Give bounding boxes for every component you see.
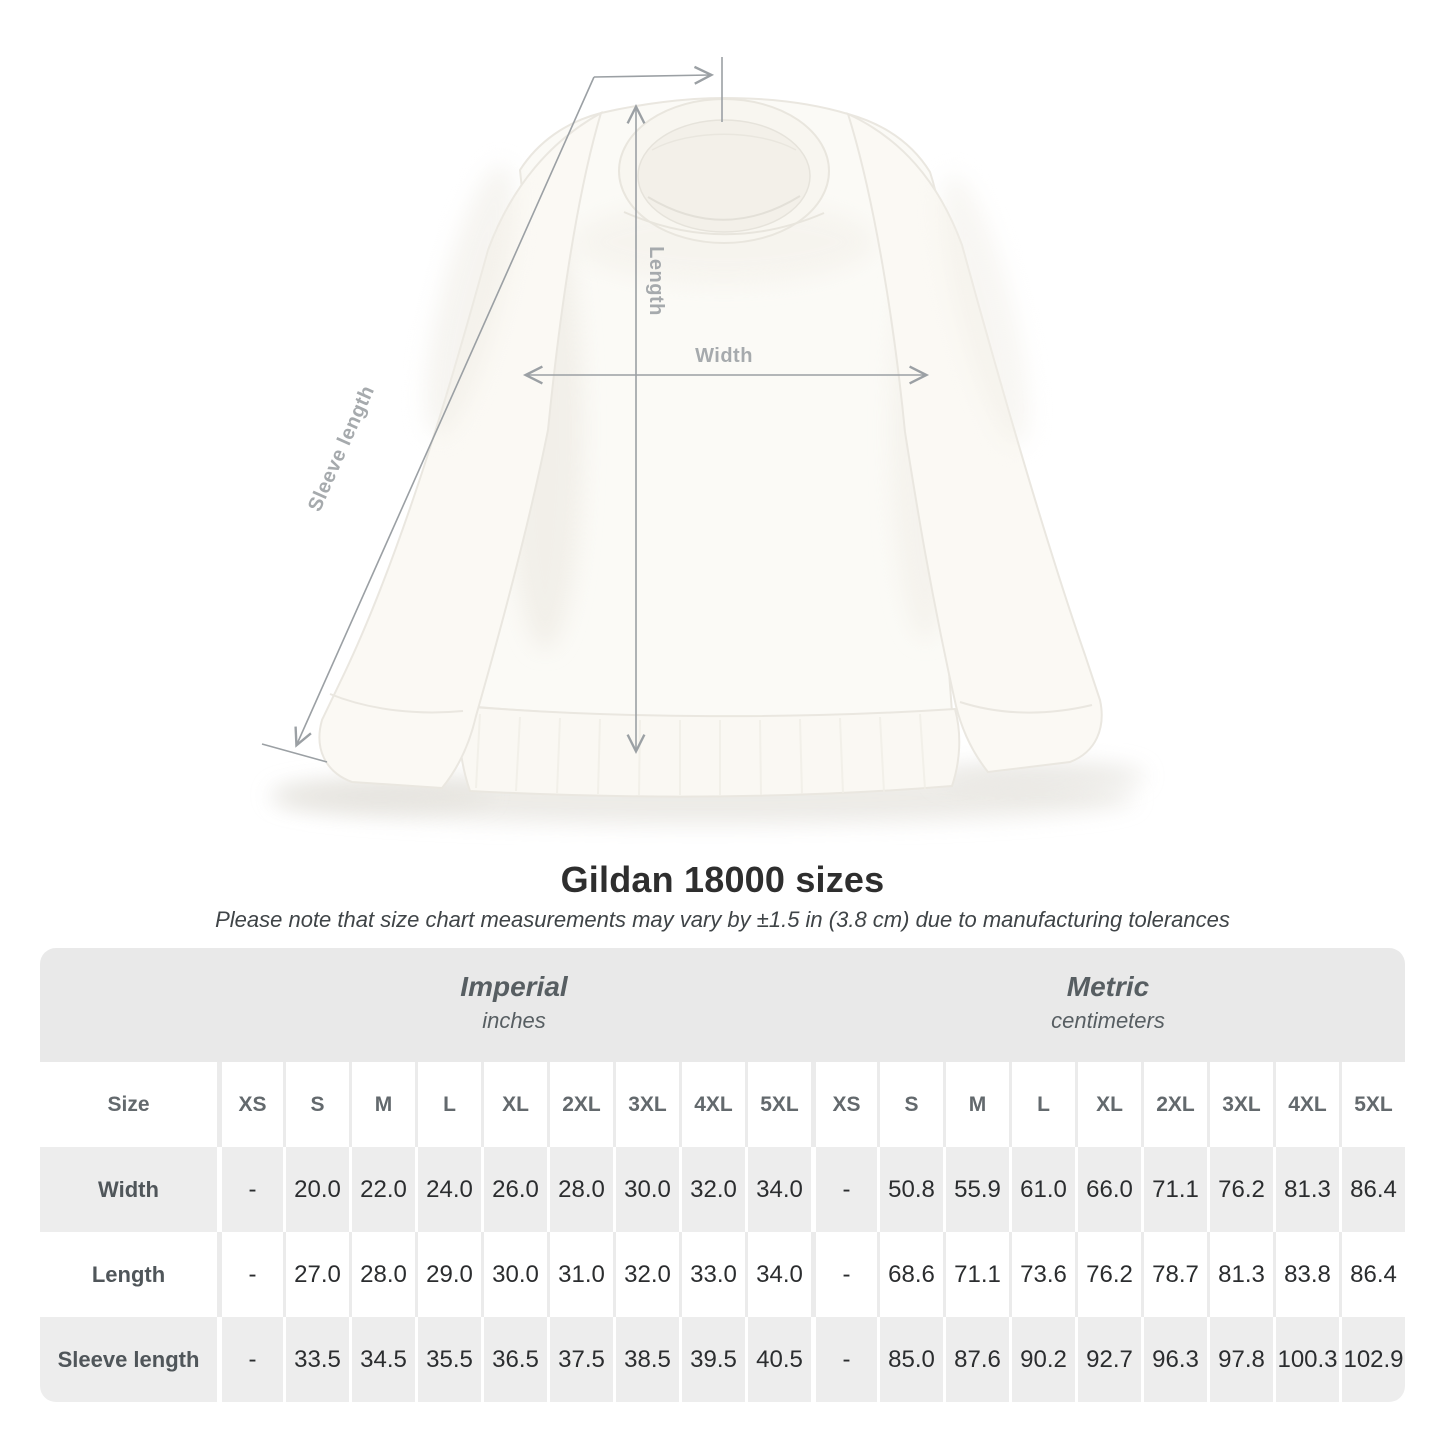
- imperial-value-cell: 30.0: [481, 1232, 547, 1317]
- size-col-header-metric: 4XL: [1273, 1062, 1339, 1147]
- size-col-header-metric: XL: [1075, 1062, 1141, 1147]
- metric-value-cell: 92.7: [1075, 1317, 1141, 1402]
- imperial-value-cell: 33.5: [283, 1317, 349, 1402]
- metric-value-cell: 96.3: [1141, 1317, 1207, 1402]
- imperial-value-cell: 31.0: [547, 1232, 613, 1317]
- metric-value-cell: 71.1: [943, 1232, 1009, 1317]
- metric-unit: centimeters: [1051, 1008, 1165, 1033]
- size-col-header-imperial: S: [283, 1062, 349, 1147]
- imperial-value-cell: 38.5: [613, 1317, 679, 1402]
- measurement-row-label: Sleeve length: [40, 1317, 217, 1402]
- imperial-value-cell: -: [217, 1232, 283, 1317]
- size-col-header-imperial: M: [349, 1062, 415, 1147]
- imperial-value-cell: 26.0: [481, 1147, 547, 1232]
- imperial-value-cell: 30.0: [613, 1147, 679, 1232]
- imperial-value-cell: 34.0: [745, 1232, 811, 1317]
- imperial-value-cell: 27.0: [283, 1232, 349, 1317]
- metric-value-cell: 83.8: [1273, 1232, 1339, 1317]
- size-col-header-metric: 3XL: [1207, 1062, 1273, 1147]
- neck-reference-line: [594, 75, 710, 77]
- metric-value-cell: -: [811, 1147, 877, 1232]
- imperial-value-cell: 34.5: [349, 1317, 415, 1402]
- size-col-header-imperial: XS: [217, 1062, 283, 1147]
- imperial-value-cell: 29.0: [415, 1232, 481, 1317]
- metric-header: [811, 948, 1405, 1062]
- imperial-value-cell: -: [217, 1147, 283, 1232]
- title-block: [0, 859, 1445, 935]
- size-col-header-imperial: XL: [481, 1062, 547, 1147]
- unit-system-header: [40, 948, 1405, 1062]
- metric-value-cell: 50.8: [877, 1147, 943, 1232]
- metric-value-cell: 87.6: [943, 1317, 1009, 1402]
- metric-value-cell: 85.0: [877, 1317, 943, 1402]
- imperial-value-cell: 24.0: [415, 1147, 481, 1232]
- size-col-header-imperial: 4XL: [679, 1062, 745, 1147]
- size-column-header: Size: [40, 1062, 217, 1147]
- imperial-value-cell: 37.5: [547, 1317, 613, 1402]
- sweatshirt-collar: [619, 99, 829, 243]
- metric-value-cell: -: [811, 1317, 877, 1402]
- metric-value-cell: 97.8: [1207, 1317, 1273, 1402]
- size-col-header-imperial: L: [415, 1062, 481, 1147]
- metric-value-cell: 90.2: [1009, 1317, 1075, 1402]
- imperial-header: [217, 948, 811, 1062]
- metric-value-cell: 55.9: [943, 1147, 1009, 1232]
- measurement-row-label: Width: [40, 1147, 217, 1232]
- size-col-header-metric: XS: [811, 1062, 877, 1147]
- measurement-row-label: Length: [40, 1232, 217, 1317]
- metric-value-cell: 76.2: [1075, 1232, 1141, 1317]
- size-grid: [40, 1062, 1405, 1402]
- metric-value-cell: 86.4: [1339, 1147, 1405, 1232]
- imperial-value-cell: -: [217, 1317, 283, 1402]
- metric-value-cell: -: [811, 1232, 877, 1317]
- metric-value-cell: 81.3: [1273, 1147, 1339, 1232]
- size-col-header-metric: 2XL: [1141, 1062, 1207, 1147]
- imperial-value-cell: 40.5: [745, 1317, 811, 1402]
- imperial-value-cell: 28.0: [547, 1147, 613, 1232]
- size-col-header-imperial: 2XL: [547, 1062, 613, 1147]
- unit-band-spacer: [40, 948, 217, 1062]
- sleeve-end-tick: [262, 744, 327, 762]
- imperial-value-cell: 34.0: [745, 1147, 811, 1232]
- metric-value-cell: 81.3: [1207, 1232, 1273, 1317]
- size-col-header-imperial: 5XL: [745, 1062, 811, 1147]
- metric-value-cell: 66.0: [1075, 1147, 1141, 1232]
- metric-value-cell: 68.6: [877, 1232, 943, 1317]
- metric-title: Metric: [1066, 971, 1150, 1002]
- size-col-header-metric: M: [943, 1062, 1009, 1147]
- length-label: Length: [645, 246, 667, 316]
- metric-value-cell: 61.0: [1009, 1147, 1075, 1232]
- imperial-title: Imperial: [460, 971, 568, 1002]
- imperial-unit: inches: [482, 1008, 546, 1033]
- size-col-header-metric: L: [1009, 1062, 1075, 1147]
- metric-value-cell: 76.2: [1207, 1147, 1273, 1232]
- imperial-value-cell: 33.0: [679, 1232, 745, 1317]
- metric-value-cell: 78.7: [1141, 1232, 1207, 1317]
- imperial-value-cell: 32.0: [679, 1147, 745, 1232]
- tolerance-note: Please note that size chart measurements may vary by ±1.5 in (3.8 cm) due to manufacturing tolerances: [215, 907, 1230, 932]
- size-table: [40, 948, 1405, 1402]
- imperial-value-cell: 22.0: [349, 1147, 415, 1232]
- imperial-value-cell: 36.5: [481, 1317, 547, 1402]
- size-col-header-metric: 5XL: [1339, 1062, 1405, 1147]
- imperial-value-cell: 28.0: [349, 1232, 415, 1317]
- imperial-value-cell: 32.0: [613, 1232, 679, 1317]
- imperial-value-cell: 35.5: [415, 1317, 481, 1402]
- size-col-header-metric: S: [877, 1062, 943, 1147]
- width-label: Width: [695, 345, 753, 367]
- metric-value-cell: 100.3: [1273, 1317, 1339, 1402]
- sleeve-length-label: Sleeve length: [303, 382, 380, 515]
- metric-value-cell: 73.6: [1009, 1232, 1075, 1317]
- imperial-value-cell: 20.0: [283, 1147, 349, 1232]
- metric-value-cell: 102.9: [1339, 1317, 1405, 1402]
- size-col-header-imperial: 3XL: [613, 1062, 679, 1147]
- metric-value-cell: 71.1: [1141, 1147, 1207, 1232]
- metric-value-cell: 86.4: [1339, 1232, 1405, 1317]
- imperial-value-cell: 39.5: [679, 1317, 745, 1402]
- page-title: Gildan 18000 sizes: [560, 859, 885, 900]
